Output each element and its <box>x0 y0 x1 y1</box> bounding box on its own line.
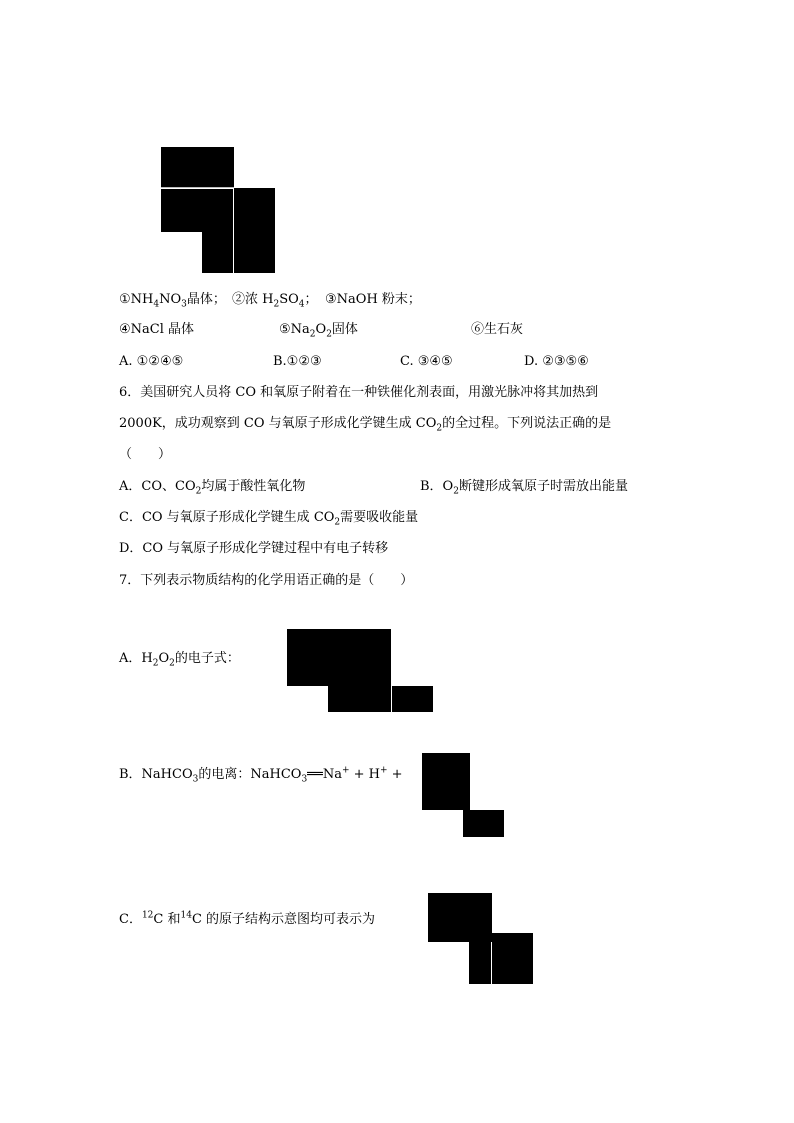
q5-item-6: ⑥生石灰 <box>471 322 524 337</box>
q5-option-a: A. ①②④⑤ <box>119 354 184 369</box>
q7-option-a: A．$H_2O_2$的电子式： <box>119 651 240 669</box>
q6-stem-line1: 6．美国研究人员将 CO 和氧原子附着在一种铁催化剂表面，用激光脉冲将其加热到 <box>119 385 599 400</box>
q5-option-c: C. ③④⑤ <box>400 354 453 369</box>
q6-stem-line2: 2000K，成功观察到 CO 与氧原子形成化学键生成 $CO_2$的全过程。下列说法正确的是 <box>119 416 612 434</box>
q7-stem: 7．下列表示物质结构的化学用语正确的是（ ） <box>119 573 414 588</box>
q6-option-a: A．CO、$CO_2$均属于酸性氧化物 <box>119 479 306 497</box>
q5-item-1: $①NH_4NO_3$晶体； <box>119 292 226 310</box>
q6-option-b: B．$O_2$断键形成氧原子时需放出能量 <box>420 479 628 497</box>
q5-option-d: D. ②③⑤⑥ <box>524 354 589 369</box>
q6-answer-bracket: （ ） <box>119 447 172 462</box>
q7-option-b: B．NaHCO$_3$的电离：NaHCO$_3$══Na+ + H+ + <box>119 765 403 785</box>
q6-option-d: D．CO 与氧原子形成化学键过程中有电子转移 <box>119 541 389 556</box>
q5-item-5: $⑤Na_2O_2$固体 <box>279 322 358 340</box>
q7-option-c: C．$^{12}$C 和$^{14}$C 的原子结构示意图均可表示为 <box>119 910 376 927</box>
q5-item-2: ②浓 $H_2SO_4$； <box>232 292 318 310</box>
q5-item-4: ④NaCl 晶体 <box>119 322 195 337</box>
q5-item-3: ③NaOH 粉末； <box>325 292 421 307</box>
q6-option-c: C．CO 与氧原子形成化学键生成 $CO_2$需要吸收能量 <box>119 510 419 528</box>
q5-option-b: B.①②③ <box>273 354 322 369</box>
